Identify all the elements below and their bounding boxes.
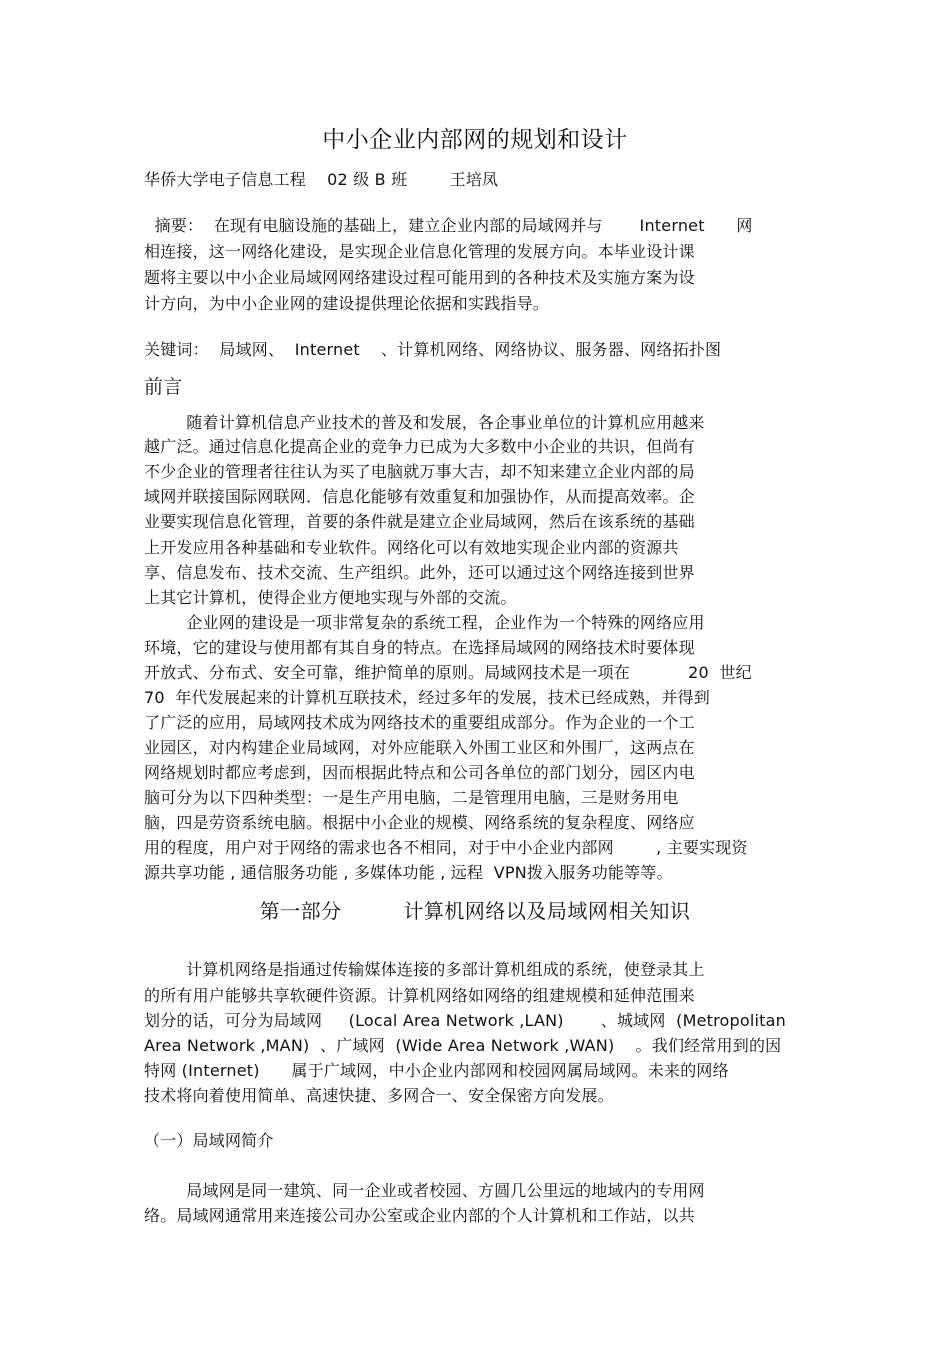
paragraph-line: 络。局域网通常用来连接公司办公室或企业内部的个人计算机和工作站，以共 xyxy=(144,1206,695,1225)
paragraph-line: Area Network ,MAN) 、广域网 (Wide Area Network ,WAN) 。我们经常用到的因 xyxy=(144,1036,782,1055)
paragraph-line: 网络规划时都应考虑到，因而根据此特点和公司各单位的部门划分，园区内电 xyxy=(144,763,695,782)
paragraph-line: 享、信息发布、技术交流、生产组织。此外，还可以通过这个网络连接到世界 xyxy=(144,563,695,582)
paragraph-line: 的所有用户能够共享软硬件资源。计算机网络如网络的组建规模和延伸范围来 xyxy=(144,986,695,1005)
keywords-line: 关键词： 局域网、 Internet 、计算机网络、网络协议、服务器、网络拓扑图 xyxy=(144,340,722,359)
sub1-heading: （一）局域网简介 xyxy=(144,1131,274,1150)
paragraph-line: 不少企业的管理者往往认为买了电脑就万事大吉，却不知来建立企业内部的局 xyxy=(144,462,695,481)
paragraph-line: 计算机网络是指通过传输媒体连接的多部计算机组成的系统，使登录其上 xyxy=(144,960,705,979)
paragraph-line: 环境，它的建设与使用都有其自身的特点。在选择局域网的网络技术时要体现 xyxy=(144,638,695,657)
paragraph-line: 技术将向着使用简单、高速快捷、多网合一、安全保密方向发展。 xyxy=(144,1086,614,1105)
abstract-line: 摘要： 在现有电脑设施的基础上，建立企业内部的局域网并与 Internet 网 xyxy=(144,216,753,235)
paragraph-line: 70 年代发展起来的计算机互联技术，经过多年的发展，技术已经成熟，并得到 xyxy=(144,688,710,707)
paragraph-line: 脑，四是劳资系统电脑。根据中小企业的规模、网络系统的复杂程度、网络应 xyxy=(144,813,695,832)
paragraph-line: 脑可分为以下四种类型：一是生产用电脑，二是管理用电脑，三是财务用电 xyxy=(144,788,679,807)
part1-title: 第一部分 计算机网络以及局域网相关知识 xyxy=(259,899,691,923)
document-title: 中小企业内部网的规划和设计 xyxy=(322,127,628,153)
paragraph-line: 随着计算机信息产业技术的普及和发展，各企事业单位的计算机应用越来 xyxy=(144,413,705,432)
paragraph-line: 上开发应用各种基础和专业软件。网络化可以有效地实现企业内部的资源共 xyxy=(144,538,679,557)
paragraph-line: 局域网是同一建筑、同一企业或者校园、方圆几公里远的地域内的专用网 xyxy=(144,1181,705,1200)
paragraph-line: 源共享功能 , 通信服务功能 , 多媒体功能 , 远程 VPN拨入服务功能等等。 xyxy=(144,863,673,882)
abstract-line: 计方向，为中小企业网的建设提供理论依据和实践指导。 xyxy=(144,294,550,313)
paragraph-line: 业要实现信息化管理，首要的条件就是建立企业局域网，然后在该系统的基础 xyxy=(144,512,695,531)
paragraph-line: 越广泛。通过信息化提高企业的竞争力已成为大多数中小企业的共识，但尚有 xyxy=(144,437,695,456)
preface-heading: 前言 xyxy=(144,376,183,398)
abstract-line: 相连接，这一网络化建设，是实现企业信息化管理的发展方向。本毕业设计课 xyxy=(144,242,695,261)
paragraph-line: 划分的话，可分为局域网 (Local Area Network ,LAN) 、城域网 (Metropolitan xyxy=(144,1011,786,1030)
paragraph-line: 域网并联接国际网联网．信息化能够有效重复和加强协作，从而提高效率。企 xyxy=(144,487,695,506)
paragraph-line: 上其它计算机，使得企业方便地实现与外部的交流。 xyxy=(144,588,517,607)
paragraph-line: 特网 (Internet) 属于广域网，中小企业内部网和校园网属局域网。未来的网络 xyxy=(144,1061,729,1080)
paragraph-line: 用的程度，用户对于网络的需求也各不相同，对于中小企业内部网 , 主要实现资 xyxy=(144,838,748,857)
abstract-line: 题将主要以中小企业局域网网络建设过程可能用到的各种技术及实施方案为设 xyxy=(144,268,695,287)
paragraph-line: 业园区，对内构建企业局域网，对外应能联入外围工业区和外围厂，这两点在 xyxy=(144,738,695,757)
author-line: 华侨大学电子信息工程 02 级 B 班 王培凤 xyxy=(144,170,499,189)
paragraph-line: 企业网的建设是一项非常复杂的系统工程，企业作为一个特殊的网络应用 xyxy=(144,613,705,632)
paragraph-line: 了广泛的应用，局域网技术成为网络技术的重要组成部分。作为企业的一个工 xyxy=(144,713,695,732)
paragraph-line: 开放式、分布式、安全可靠，维护简单的原则。局域网技术是一项在 20 世纪 xyxy=(144,663,752,682)
